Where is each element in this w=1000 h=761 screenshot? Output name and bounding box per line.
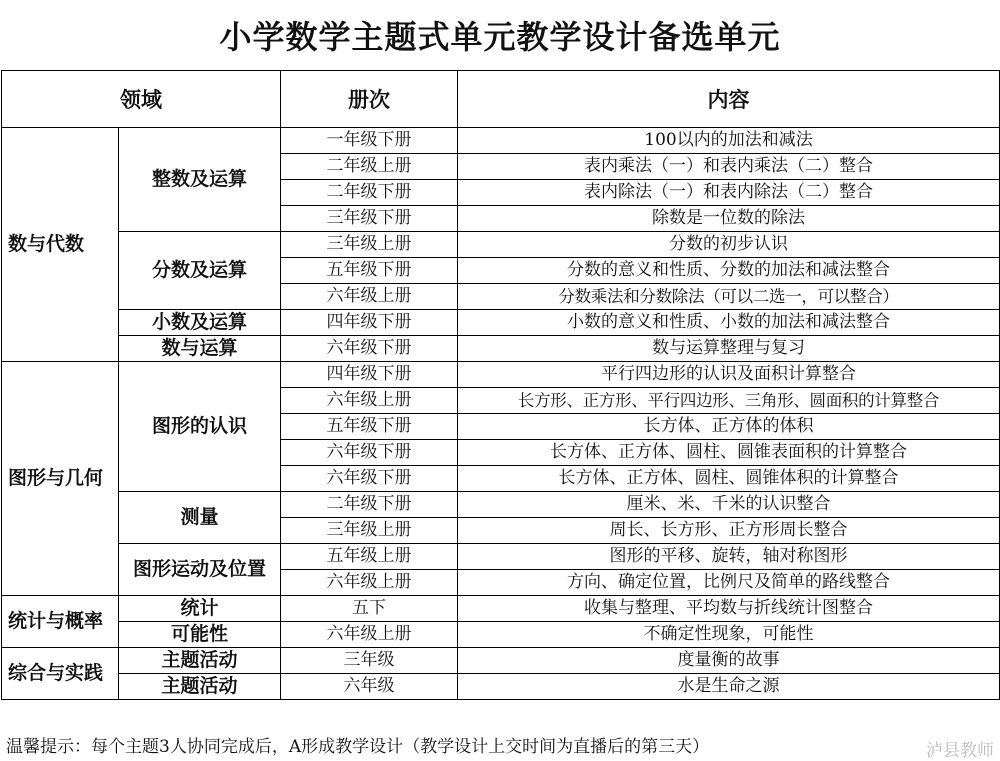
volume-cell: 三年级上册	[281, 232, 458, 258]
topic-cell: 图形运动及位置	[119, 544, 281, 596]
content-cell: 图形的平移、旋转，轴对称图形	[458, 544, 1000, 570]
volume-cell: 三年级上册	[281, 518, 458, 544]
volume-cell: 二年级下册	[281, 180, 458, 206]
table-row	[2, 544, 1000, 570]
header-domain: 领域	[2, 71, 281, 128]
table-row	[2, 336, 1000, 362]
table-row	[2, 362, 1000, 388]
domain-cell: 数与代数	[2, 128, 119, 362]
content-cell: 厘米、米、千米的认识整合	[458, 492, 1000, 518]
volume-cell: 四年级下册	[281, 310, 458, 336]
volume-cell: 六年级	[281, 674, 458, 700]
table-row	[2, 622, 1000, 648]
topic-cell: 可能性	[119, 622, 281, 648]
volume-cell: 六年级下册	[281, 336, 458, 362]
content-cell: 收集与整理、平均数与折线统计图整合	[458, 596, 1000, 622]
table-row	[2, 128, 1000, 154]
topic-cell: 统计	[119, 596, 281, 622]
content-cell: 小数的意义和性质、小数的加法和减法整合	[458, 310, 1000, 336]
table-row	[2, 648, 1000, 674]
volume-cell: 二年级下册	[281, 492, 458, 518]
content-cell: 100以内的加法和减法	[458, 128, 1000, 154]
volume-cell: 五年级下册	[281, 258, 458, 284]
content-cell: 水是生命之源	[458, 674, 1000, 700]
footer-note: 温馨提示：每个主题3人协同完成后，A形成教学设计（教学设计上交时间为直播后的第三天）	[6, 737, 710, 757]
header-volume: 册次	[281, 71, 458, 128]
volume-cell: 六年级上册	[281, 388, 458, 414]
topic-cell: 主题活动	[119, 674, 281, 700]
volume-cell: 六年级上册	[281, 284, 458, 310]
page-title: 小学数学主题式单元教学设计备选单元	[219, 18, 781, 56]
table-row	[2, 232, 1000, 258]
volume-cell: 六年级上册	[281, 622, 458, 648]
table-row	[2, 596, 1000, 622]
content-cell: 度量衡的故事	[458, 648, 1000, 674]
topic-cell: 测量	[119, 492, 281, 544]
table-row	[2, 310, 1000, 336]
volume-cell: 二年级上册	[281, 154, 458, 180]
content-cell: 除数是一位数的除法	[458, 206, 1000, 232]
domain-cell: 综合与实践	[2, 648, 119, 700]
domain-cell: 统计与概率	[2, 596, 119, 648]
content-cell: 平行四边形的认识及面积计算整合	[458, 362, 1000, 388]
volume-cell: 五年级上册	[281, 544, 458, 570]
volume-cell: 六年级下册	[281, 440, 458, 466]
volume-cell: 三年级	[281, 648, 458, 674]
volume-cell: 一年级下册	[281, 128, 458, 154]
content-cell: 长方形、正方形、平行四边形、三角形、圆面积的计算整合	[458, 388, 1000, 414]
content-cell: 长方体、正方体、圆柱、圆锥体积的计算整合	[458, 466, 1000, 492]
content-cell: 不确定性现象，可能性	[458, 622, 1000, 648]
volume-cell: 五年级下册	[281, 414, 458, 440]
volume-cell: 五下	[281, 596, 458, 622]
volume-cell: 六年级下册	[281, 466, 458, 492]
table-row	[2, 674, 1000, 700]
content-cell: 表内除法（一）和表内除法（二）整合	[458, 180, 1000, 206]
content-cell: 长方体、正方体、圆柱、圆锥表面积的计算整合	[458, 440, 1000, 466]
table-row	[2, 492, 1000, 518]
watermark: 泸县教师	[926, 741, 994, 761]
header-row	[2, 71, 1000, 128]
topic-cell: 主题活动	[119, 648, 281, 674]
header-content: 内容	[458, 71, 1000, 128]
topic-cell: 小数及运算	[119, 310, 281, 336]
content-cell: 长方体、正方体的体积	[458, 414, 1000, 440]
content-cell: 分数的意义和性质、分数的加法和减法整合	[458, 258, 1000, 284]
topic-cell: 分数及运算	[119, 232, 281, 310]
content-cell: 数与运算整理与复习	[458, 336, 1000, 362]
content-cell: 分数乘法和分数除法（可以二选一，可以整合）	[458, 284, 1000, 310]
volume-cell: 六年级上册	[281, 570, 458, 596]
topic-cell: 整数及运算	[119, 128, 281, 232]
content-cell: 表内乘法（一）和表内乘法（二）整合	[458, 154, 1000, 180]
topic-cell: 数与运算	[119, 336, 281, 362]
content-cell: 周长、长方形、正方形周长整合	[458, 518, 1000, 544]
volume-cell: 三年级下册	[281, 206, 458, 232]
domain-cell: 图形与几何	[2, 362, 119, 596]
unit-table	[1, 70, 1000, 700]
content-cell: 方向、确定位置，比例尺及简单的路线整合	[458, 570, 1000, 596]
content-cell: 分数的初步认识	[458, 232, 1000, 258]
volume-cell: 四年级下册	[281, 362, 458, 388]
topic-cell: 图形的认识	[119, 362, 281, 492]
